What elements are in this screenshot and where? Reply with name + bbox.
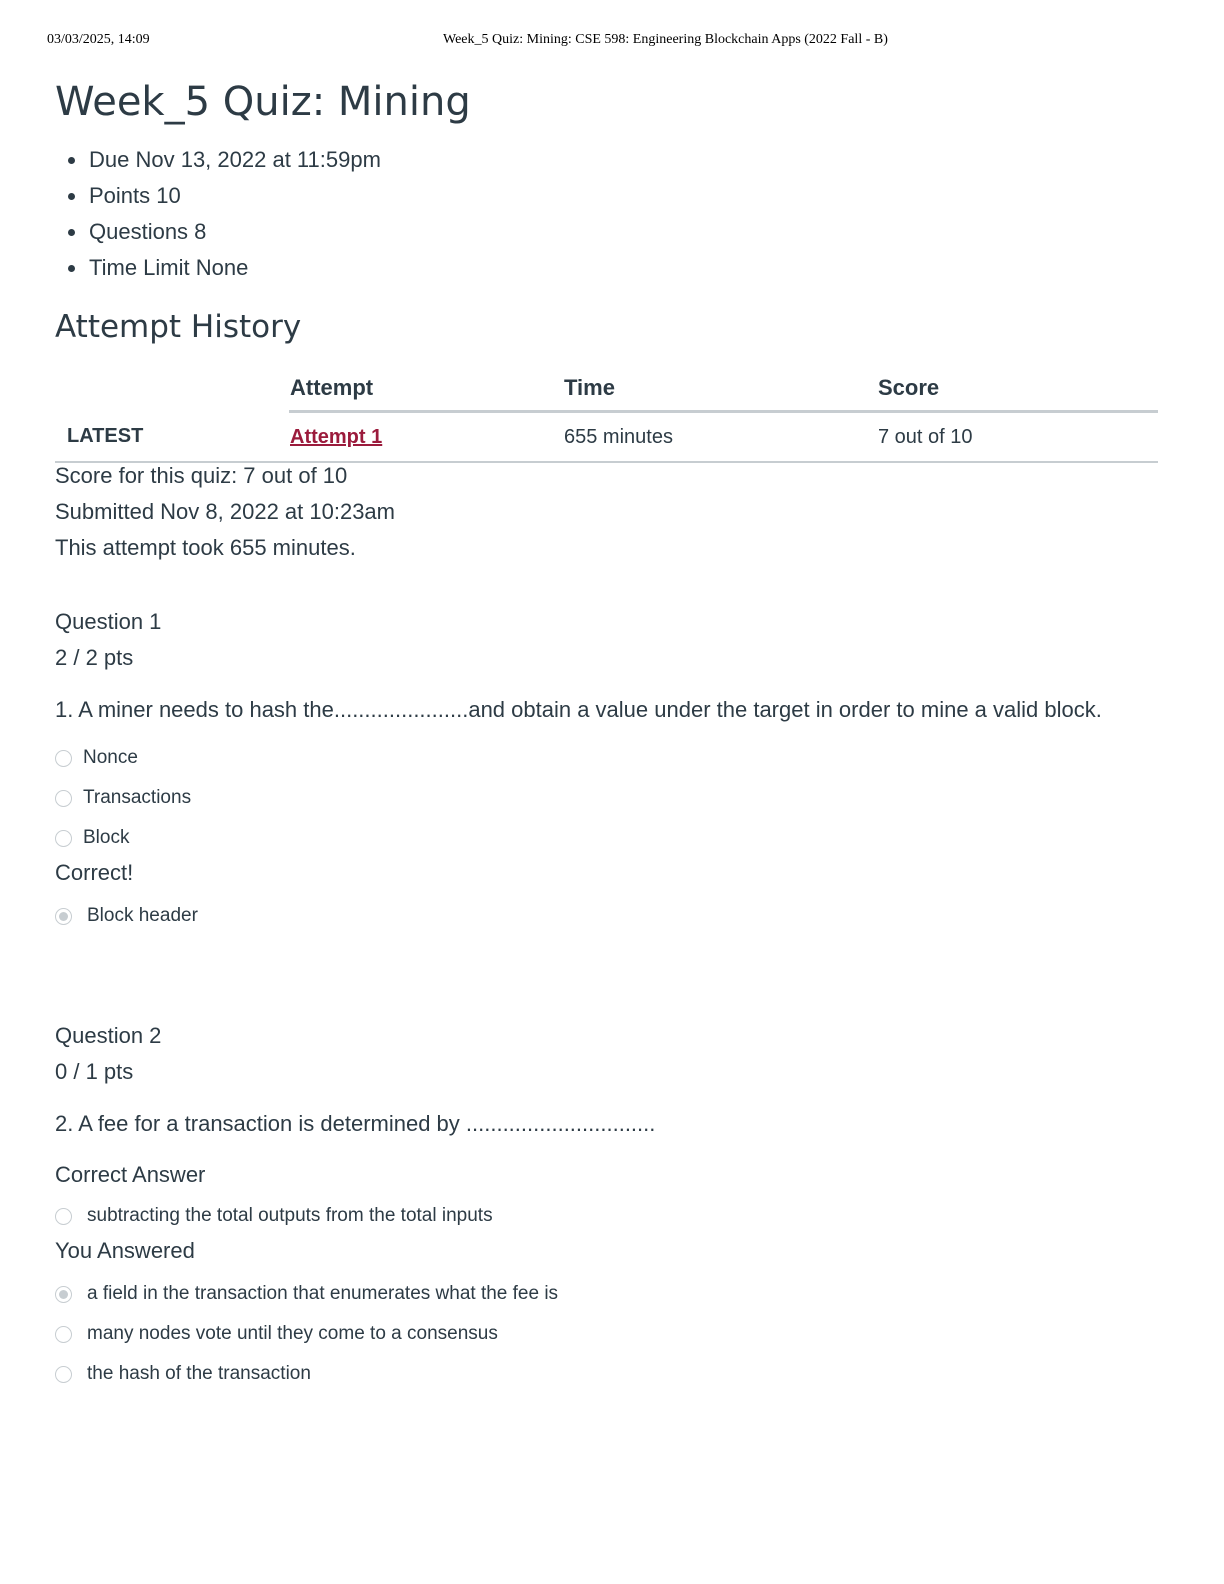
- column-header-attempt: Attempt: [289, 366, 563, 412]
- answer-label: Transactions: [83, 787, 192, 808]
- column-header-label: [55, 366, 289, 412]
- print-page-title: Week_5 Quiz: Mining: CSE 598: Engineering Blockchain Apps (2022 Fall - B): [443, 32, 888, 47]
- latest-label: LATEST: [55, 412, 289, 463]
- attempt-1-link[interactable]: Attempt 1: [290, 425, 383, 448]
- answer-option[interactable]: [55, 1354, 1158, 1394]
- answer-label: Block header: [87, 905, 198, 926]
- table-row: [55, 412, 1158, 463]
- radio-unselected-icon[interactable]: [55, 790, 72, 807]
- answer-label: subtracting the total outputs from the total inputs: [87, 1205, 493, 1226]
- quiz-detail-questions: Questions 8: [55, 214, 1158, 250]
- question-2-text: 2. A fee for a transaction is determined by ...............................: [55, 1111, 656, 1136]
- table-header-row: [55, 366, 1158, 412]
- quiz-page: [55, 70, 1158, 1384]
- question-1-text: 1. A miner needs to hash the......................and obtain a value under the target in order to mine a valid block.: [55, 697, 1102, 722]
- quiz-detail-due: Due Nov 13, 2022 at 11:59pm: [55, 142, 1158, 178]
- answer-label: Nonce: [83, 747, 138, 768]
- radio-unselected-icon[interactable]: [55, 830, 72, 847]
- answer-option[interactable]: [55, 818, 1158, 858]
- column-header-score: Score: [877, 366, 1158, 412]
- answer-label: Block: [83, 827, 130, 848]
- question-1-title: Question 1: [55, 609, 162, 634]
- quiz-details-list: [55, 142, 1158, 286]
- correct-status-label: Correct!: [55, 860, 134, 885]
- answer-option[interactable]: [55, 1314, 1158, 1354]
- print-header: [47, 32, 1177, 52]
- answer-option[interactable]: [55, 778, 1158, 818]
- question-1-points: 2 / 2 pts: [55, 645, 134, 670]
- question-1: [55, 576, 1158, 936]
- question-2: [55, 990, 1158, 1394]
- you-answered-label: You Answered: [55, 1238, 195, 1263]
- answer-label: a field in the transaction that enumerates what the fee is: [87, 1283, 559, 1304]
- quiz-detail-points: Points 10: [55, 178, 1158, 214]
- quiz-score: Score for this quiz: 7 out of 10: [55, 463, 348, 488]
- attempt-summary: [55, 458, 395, 566]
- selected-answer-option[interactable]: [55, 1274, 1158, 1314]
- radio-unselected-icon[interactable]: [55, 1208, 72, 1225]
- correct-answer-option[interactable]: [55, 1196, 1158, 1236]
- attempt-score: 7 out of 10: [877, 412, 1158, 463]
- quiz-title: Week_5 Quiz: Mining: [55, 79, 471, 125]
- answer-option[interactable]: [55, 738, 1158, 778]
- question-2-title: Question 2: [55, 1023, 162, 1048]
- attempt-cell: [289, 412, 563, 463]
- answer-label: the hash of the transaction: [87, 1363, 311, 1384]
- column-header-time: Time: [563, 366, 877, 412]
- radio-unselected-icon[interactable]: [55, 1326, 72, 1343]
- attempt-history-table: [55, 366, 1158, 463]
- radio-unselected-icon[interactable]: [55, 750, 72, 767]
- question-marker-icon: [55, 576, 1158, 600]
- attempt-history-heading: Attempt History: [55, 309, 302, 345]
- selected-answer-option[interactable]: [55, 896, 1158, 936]
- print-timestamp: 03/03/2025, 14:09: [47, 32, 150, 47]
- answer-label: many nodes vote until they come to a consensus: [87, 1323, 498, 1344]
- attempt-time: 655 minutes: [563, 412, 877, 463]
- radio-unselected-icon[interactable]: [55, 1366, 72, 1383]
- radio-selected-icon[interactable]: [55, 1286, 72, 1303]
- question-2-points: 0 / 1 pts: [55, 1059, 134, 1084]
- quiz-detail-time-limit: Time Limit None: [55, 250, 1158, 286]
- radio-selected-icon[interactable]: [55, 908, 72, 925]
- correct-answer-label: Correct Answer: [55, 1162, 206, 1187]
- submitted-date: Submitted Nov 8, 2022 at 10:23am: [55, 499, 395, 524]
- attempt-duration: This attempt took 655 minutes.: [55, 535, 356, 560]
- question-marker-icon: [55, 990, 1158, 1014]
